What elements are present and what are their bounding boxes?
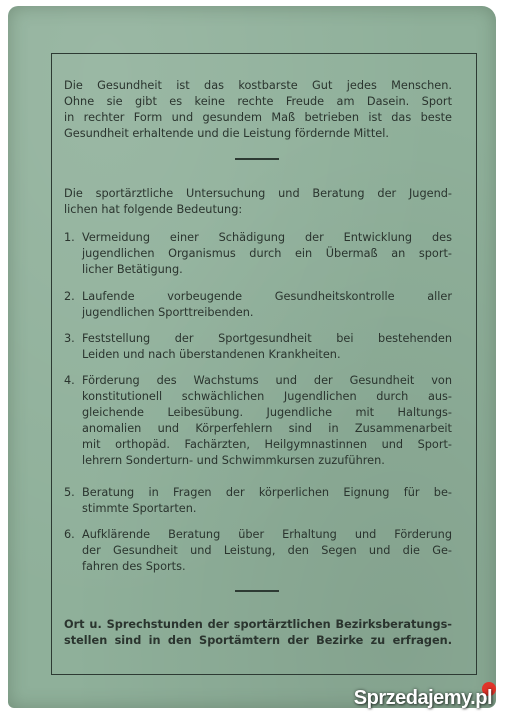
item-line: jugendlichen Sporttreibenden.: [82, 306, 254, 319]
item-line: konstitutionell schwächlichen Jugendlichen durch aus-: [82, 390, 452, 403]
item-line: Feststellung der Sportgesundheit bei bestehenden: [82, 332, 452, 345]
footer-paragraph: [64, 617, 452, 649]
lead-paragraph: [64, 186, 452, 218]
item-number: 4.: [64, 374, 75, 387]
item-line: Beratung in Fragen der körperlichen Eignung für be-: [82, 486, 452, 499]
item-body: [82, 289, 452, 321]
item-body: [82, 373, 452, 469]
item-body: [82, 485, 452, 517]
item-line: Förderung des Wachstums und der Gesundheit von: [82, 374, 452, 387]
item-line: Vermeidung einer Schädigung der Entwicklung des: [82, 231, 452, 244]
item-line: gleichende Leibesübung. Jugendliche mit Haltungs-: [82, 406, 452, 419]
divider-rule: [235, 158, 279, 160]
intro-line: Die Gesundheit ist das kostbarste Gut jedes Menschen.: [64, 79, 452, 92]
footer-line: Ort u. Sprechstunden der sportärztlichen Bezirksberatungs-: [64, 618, 452, 631]
item-number: 5.: [64, 486, 75, 499]
item-line: Laufende vorbeugende Gesundheitskontrolle aller: [82, 290, 452, 303]
item-line: der Gesundheit und Leistung, den Segen und die Ge-: [82, 544, 452, 557]
item-number: 1.: [64, 231, 75, 244]
footer-line: stellen sind in den Sportämtern der Bezirke zu erfragen.: [64, 634, 452, 647]
item-line: mit orthopäd. Fachärzten, Heilgymnastinnen und Sport-: [82, 438, 452, 451]
divider-rule: [235, 590, 279, 592]
lead-line: lichen hat folgende Bedeutung:: [64, 203, 243, 216]
item-line: Aufklärende Beratung über Erhaltung und Förderung: [82, 528, 452, 541]
item-body: [82, 331, 452, 363]
intro-line: Ohne sie gibt es keine rechte Freude am Dasein. Sport: [64, 95, 452, 108]
item-line: lehrern Sonderturn- und Schwimmkursen zuzuführen.: [82, 454, 385, 467]
item-line: fahren des Sports.: [82, 560, 186, 573]
item-line: stimmte Sportarten.: [82, 502, 197, 515]
lead-line: Die sportärztliche Untersuchung und Beratung der Jugend-: [64, 187, 452, 200]
watermark: Sprzedajemy.pl: [353, 687, 492, 709]
intro-line: in rechter Form und gesundem Maß betrieben ist das beste: [64, 111, 452, 124]
item-body: [82, 527, 452, 575]
item-line: jugendlichen Organismus durch ein Übermaß an sport-: [82, 247, 452, 260]
item-number: 3.: [64, 332, 75, 345]
item-body: [82, 230, 452, 278]
intro-paragraph: [64, 78, 452, 142]
item-line: licher Betätigung.: [82, 263, 183, 276]
item-line: anomalien und Körperfehlern sind in Zusammenarbeit: [82, 422, 452, 435]
item-line: Leiden und nach überstandenen Krankheiten.: [82, 348, 341, 361]
item-number: 2.: [64, 290, 75, 303]
intro-line: Gesundheit erhaltende und die Leistung fördernde Mittel.: [64, 127, 389, 140]
document-frame: [51, 53, 477, 675]
item-number: 6.: [64, 528, 75, 541]
